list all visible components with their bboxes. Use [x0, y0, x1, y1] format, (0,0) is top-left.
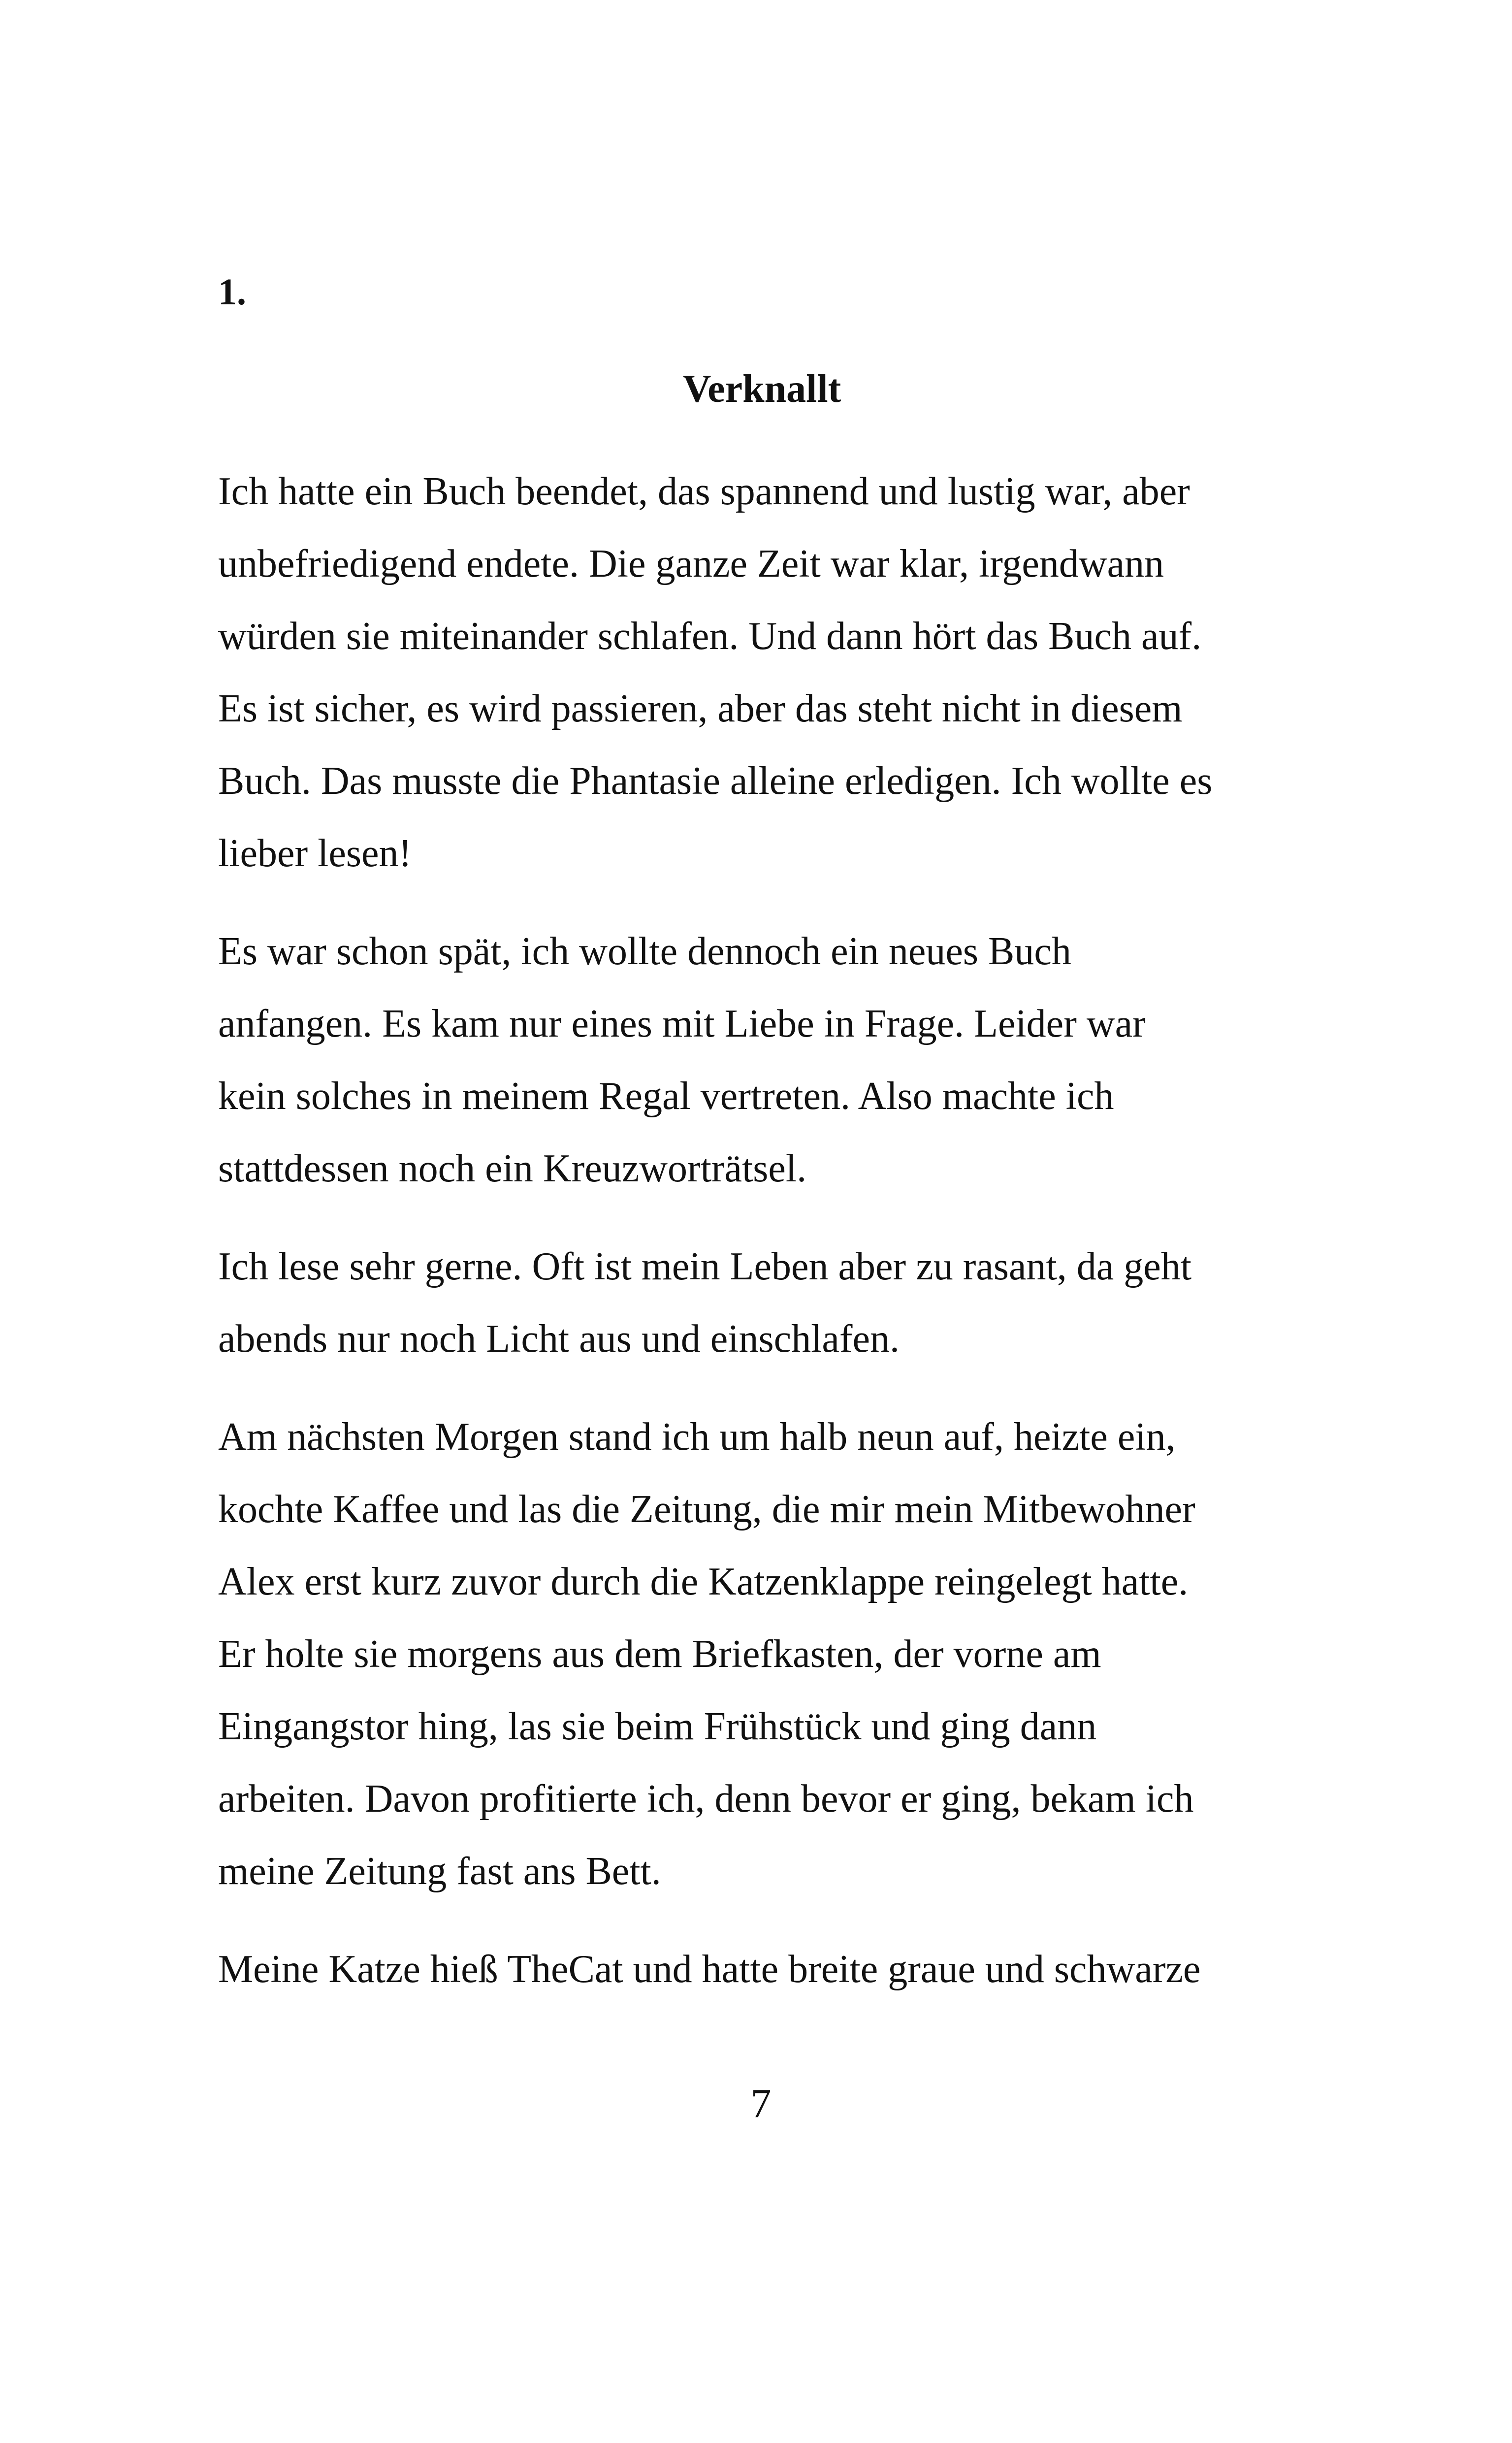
text-line: meine Zeitung fast ans Bett. — [218, 1850, 661, 1893]
paragraph-2 — [218, 915, 1321, 1205]
text-line: kein solches in meinem Regal vertreten. Also machte ich — [218, 1075, 1114, 1118]
text-line: unbefriedigend endete. Die ganze Zeit war klar, irgendwann — [218, 542, 1164, 586]
text-line: abends nur noch Licht aus und einschlafen. — [218, 1317, 900, 1361]
text-line: lieber lesen! — [218, 832, 412, 875]
text-line: anfangen. Es kam nur eines mit Liebe in Frage. Leider war — [218, 1002, 1146, 1045]
text-line: Buch. Das musste die Phantasie alleine erledigen. Ich wollte es — [218, 759, 1213, 803]
text-line: Meine Katze hieß TheCat und hatte breite graue und schwarze — [218, 1948, 1201, 1991]
paragraph-3 — [218, 1231, 1321, 1375]
text-line: Am nächsten Morgen stand ich um halb neun auf, heizte ein, — [218, 1415, 1176, 1459]
text-line: Ich lese sehr gerne. Oft ist mein Leben aber zu rasant, da geht — [218, 1245, 1191, 1288]
chapter-number: 1. — [218, 271, 246, 313]
page-number: 7 — [750, 2081, 772, 2126]
text-line: Alex erst kurz zuvor durch die Katzenklappe reingelegt hatte. — [218, 1560, 1189, 1603]
text-line: Eingangstor hing, las sie beim Frühstück und ging dann — [218, 1705, 1097, 1748]
text-line: kochte Kaffee und las die Zeitung, die mir mein Mitbewohner — [218, 1488, 1195, 1531]
text-line: stattdessen noch ein Kreuzworträtsel. — [218, 1147, 807, 1190]
text-line: Er holte sie morgens aus dem Briefkasten, der vorne am — [218, 1632, 1101, 1676]
chapter-title: Verknallt — [682, 367, 841, 411]
chapter-body — [218, 456, 1321, 2031]
paragraph-4 — [218, 1401, 1321, 1908]
text-line: Es war schon spät, ich wollte dennoch ein neues Buch — [218, 930, 1071, 973]
text-line: arbeiten. Davon profitierte ich, denn bevor er ging, bekam ich — [218, 1777, 1194, 1821]
text-line: Es ist sicher, es wird passieren, aber das steht nicht in diesem — [218, 687, 1183, 730]
paragraph-1 — [218, 456, 1321, 890]
text-line: würden sie miteinander schlafen. Und dann hört das Buch auf. — [218, 615, 1202, 658]
paragraph-5 — [218, 1933, 1321, 2006]
text-line: Ich hatte ein Buch beendet, das spannend und lustig war, aber — [218, 470, 1190, 513]
